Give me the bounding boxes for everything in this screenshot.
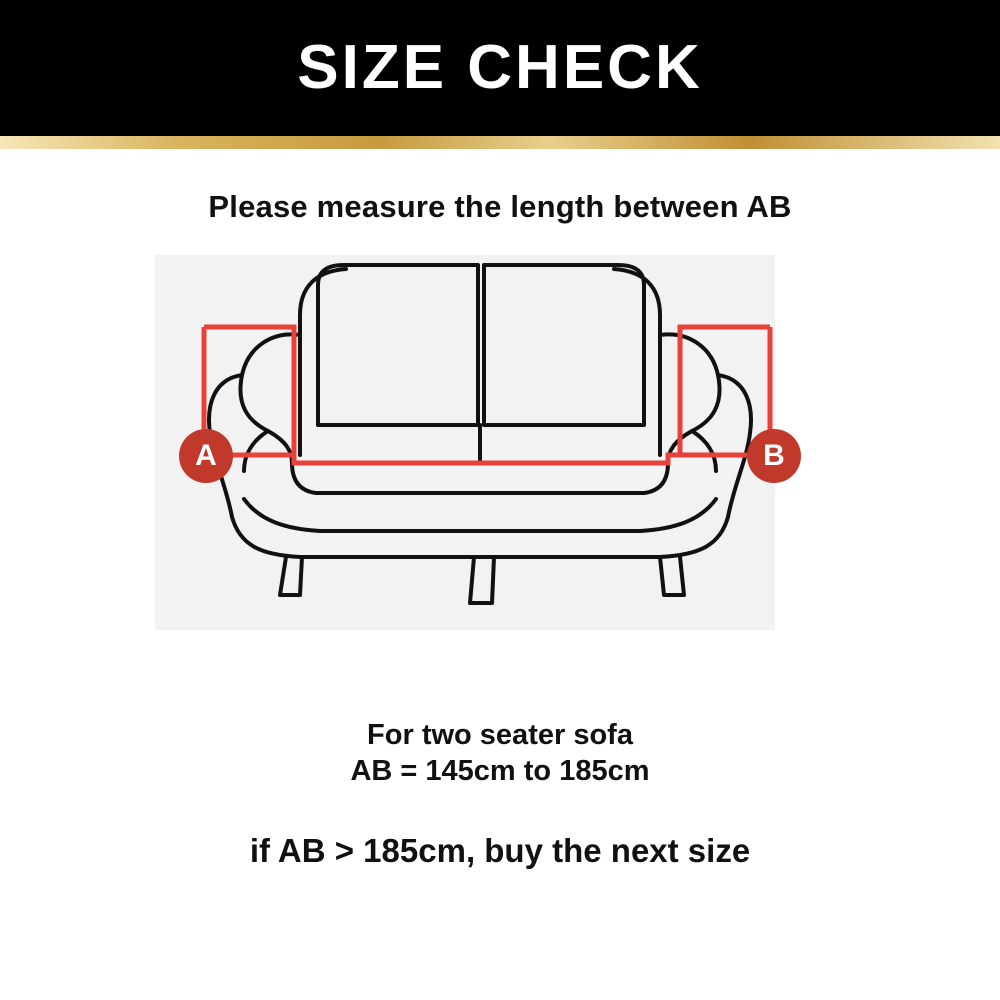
instruction-text: Please measure the length between AB	[208, 189, 792, 224]
size-upgrade-note: if AB > 185cm, buy the next size	[249, 831, 751, 869]
measure-point-a-badge: A	[179, 429, 233, 483]
measure-point-b-badge: B	[747, 429, 801, 483]
page-title: SIZE CHECK	[297, 33, 703, 102]
footer-block	[0, 717, 1000, 790]
gold-divider	[0, 136, 1000, 149]
sofa-diagram-icon	[0, 255, 1000, 675]
measurement-range-text: AB = 145cm to 185cm	[350, 755, 650, 788]
header-banner	[0, 0, 1000, 136]
sofa-type-text: For two seater sofa	[367, 719, 633, 751]
diagram-area	[0, 255, 1000, 675]
